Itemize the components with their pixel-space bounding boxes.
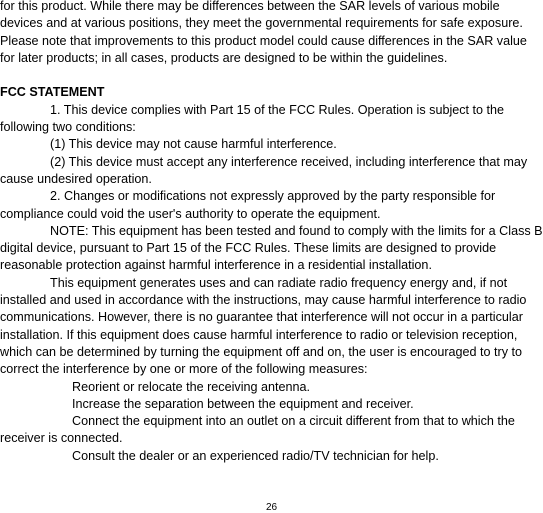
intro-paragraph: for this product. While there may be differences between the SAR levels of various mobile devices and at various positions, they meet the governmental requirements for safe exposure. Please note that improvements to this product model could cause differences in the SAR value for later products; in all cases, products are designed to be within the guidelines. xyxy=(0,0,527,65)
measure-item: Increase the separation between the equipment and receiver. xyxy=(72,396,414,411)
measure-item: Consult the dealer or an experienced radio/TV technician for help. xyxy=(72,448,439,463)
fcc-item-2: 2. Changes or modifications not expressly approved by the party responsible for compliance could void the user's authority to operate the equipment. xyxy=(0,189,496,221)
paragraph-spacer xyxy=(0,67,543,84)
fcc-note: NOTE: This equipment has been tested and found to comply with the limits for a Class B digital device, pursuant to Part 15 of the FCC Rules. These limits are designed to provide reasonable protection against harmful interference in a residential installation. xyxy=(0,223,543,273)
measure-item: Reorient or relocate the receiving antenna. xyxy=(72,379,311,394)
fcc-condition-2: (2) This device must accept any interference received, including interference that may cause undesired operation. xyxy=(0,154,528,186)
fcc-statement-heading: FCC STATEMENT xyxy=(0,85,105,100)
page-number: 26 xyxy=(265,502,278,513)
measure-item: Connect the equipment into an outlet on a circuit different from that to which the receiver is connected. xyxy=(0,414,515,446)
fcc-condition-1: (1) This device may not cause harmful interference. xyxy=(50,137,337,152)
fcc-item-1: 1. This device complies with Part 15 of the FCC Rules. Operation is subject to the following two conditions: xyxy=(0,102,505,135)
fcc-generates-paragraph: This equipment generates uses and can radiate radio frequency energy and, if not installed and used in accordance with the instructions, may cause harmful interference to radio communications. However, there is no guarantee that interference will not occur in a particular installation. If this equipment does cause harmful interference to radio or television reception, which can be determined by turning the equipment off and on, the user is encouraged to try to correct the interference by one or more of the following measures: xyxy=(0,275,527,377)
